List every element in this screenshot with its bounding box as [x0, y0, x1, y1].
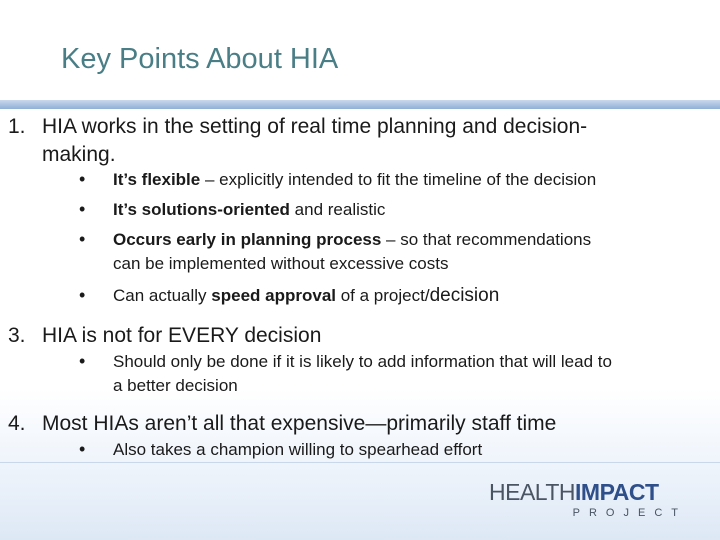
item-number: 4.	[8, 412, 26, 435]
slide-title: Key Points About HIA	[61, 43, 339, 75]
bullet-bold: It’s flexible	[113, 170, 201, 189]
bullet-bold: Occurs early in planning process	[113, 230, 382, 249]
bullet-pre: Can actually	[113, 286, 212, 305]
bullet-bold: It’s solutions-oriented	[113, 200, 290, 219]
health-impact-project-logo	[489, 480, 689, 519]
footer-divider	[0, 462, 720, 463]
list-item-4	[8, 411, 708, 439]
bullet-bold: speed approval	[211, 286, 336, 305]
item-text-line1: HIA is not for EVERY decision	[42, 324, 322, 347]
item-number: 3.	[8, 324, 26, 347]
item-number: 1.	[8, 115, 26, 138]
bullet-rest: of a project/	[336, 286, 430, 305]
bullet-icon: •	[79, 439, 86, 459]
bullet-rest: – so that recommendations	[381, 230, 592, 249]
item-text-line1: Most HIAs aren’t all that expensive—primarily staff time	[42, 412, 557, 435]
bullet-rest: and realistic	[289, 200, 386, 219]
logo-impact: IMPACT	[575, 479, 659, 505]
bullet-icon: •	[79, 229, 86, 249]
bullet-text: Also takes a champion willing to spearhead effort	[113, 440, 483, 459]
bullet-tail: decision	[429, 285, 500, 306]
logo-health: HEALTH	[489, 479, 576, 505]
bullet-icon: •	[79, 351, 86, 371]
bullet-rest: – explicitly intended to fit the timeline of the decision	[200, 170, 597, 189]
bullet-line2: can be implemented without excessive costs	[113, 254, 449, 273]
title-divider	[0, 100, 720, 109]
item-text-line2: making.	[42, 143, 116, 166]
bullet-icon: •	[79, 285, 86, 305]
item-text-line1: HIA works in the setting of real time planning and decision-	[42, 115, 588, 138]
list-item-3	[8, 323, 708, 351]
bullet-line2: a better decision	[113, 376, 238, 395]
bullet-text: Should only be done if it is likely to add information that will lead to	[113, 352, 612, 371]
logo-project: PROJECT	[572, 507, 687, 519]
list-item-1	[8, 114, 718, 168]
bullet-icon: •	[79, 169, 86, 189]
bullet-icon: •	[79, 199, 86, 219]
